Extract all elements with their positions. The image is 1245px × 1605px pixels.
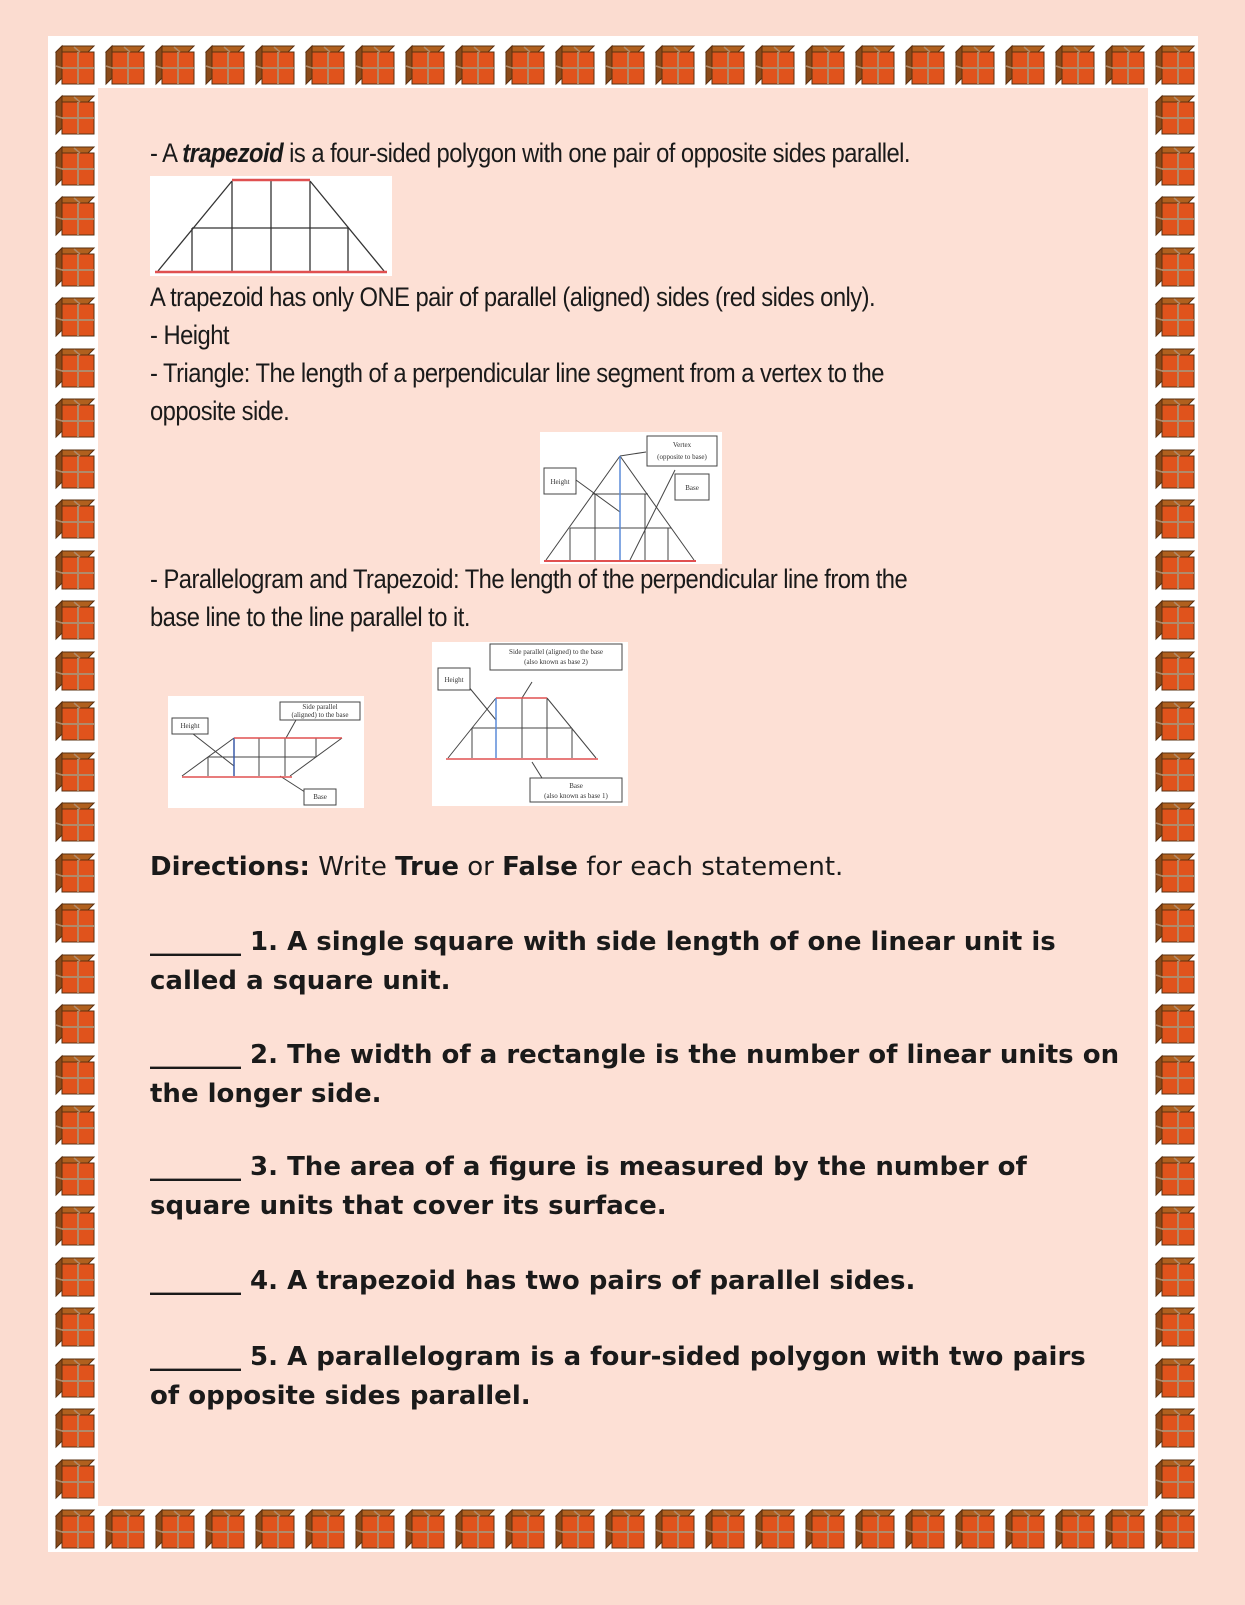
label-side-parallel-sub: (aligned) to the base — [291, 711, 349, 719]
cube-icon — [254, 1508, 296, 1550]
cube-icon — [54, 498, 96, 540]
answer-blank[interactable]: _______ — [150, 1266, 241, 1296]
cube-icon — [54, 1205, 96, 1247]
label-side-parallel: Side parallel — [302, 703, 338, 711]
label-base: Base — [313, 793, 327, 801]
trapezoid-definition — [150, 138, 910, 169]
directions-label: Directions: — [150, 852, 310, 882]
question-text: 5. A parallelogram is a four-sided polygon with two pairs of opposite sides parallel. — [150, 1342, 1086, 1411]
cube-icon — [1154, 1407, 1196, 1449]
answer-blank[interactable]: _______ — [150, 927, 241, 957]
cube-icon — [54, 599, 96, 641]
cube-icon — [654, 44, 696, 86]
cube-icon — [54, 448, 96, 490]
cube-icon — [204, 44, 246, 86]
cube-icon — [1154, 1357, 1196, 1399]
cube-icon — [904, 1508, 946, 1550]
label-base-sub: (also known as base 1) — [544, 792, 608, 800]
text-true: True — [395, 852, 459, 882]
cube-icon — [104, 44, 146, 86]
cube-icon — [54, 1256, 96, 1298]
cube-icon — [54, 852, 96, 894]
cube-icon — [1154, 1003, 1196, 1045]
cube-icon — [804, 44, 846, 86]
text: for each statement. — [577, 852, 844, 882]
cube-icon — [504, 1508, 546, 1550]
cube-icon — [154, 1508, 196, 1550]
cube-icon — [1054, 44, 1096, 86]
cube-icon — [404, 1508, 446, 1550]
label-base: Base — [685, 484, 699, 492]
cube-icon — [304, 44, 346, 86]
cube-icon — [54, 801, 96, 843]
triangle-height-text: - Triangle: The length of a perpendicular line segment from a vertex to the — [150, 358, 884, 388]
cube-icon — [604, 44, 646, 86]
question-4 — [150, 1262, 1120, 1301]
cube-icon — [754, 44, 796, 86]
question-text: 4. A trapezoid has two pairs of parallel sides. — [241, 1266, 916, 1296]
question-text: 2. The width of a rectangle is the number of linear units on the longer side. — [150, 1040, 1120, 1109]
cube-icon — [954, 1508, 996, 1550]
cube-icon — [354, 44, 396, 86]
cube-icon — [1154, 953, 1196, 995]
cube-icon — [154, 44, 196, 86]
cube-icon — [54, 650, 96, 692]
cube-icon — [1154, 549, 1196, 591]
cube-icon — [54, 1003, 96, 1045]
cube-icon — [1154, 801, 1196, 843]
cube-icon — [204, 1508, 246, 1550]
cube-icon — [354, 1508, 396, 1550]
question-1 — [150, 923, 1120, 1001]
cube-icon — [1154, 498, 1196, 540]
cube-icon — [804, 1508, 846, 1550]
directions — [150, 848, 1120, 887]
cube-icon — [304, 1508, 346, 1550]
cube-icon — [1154, 195, 1196, 237]
answer-blank[interactable]: _______ — [150, 1342, 241, 1372]
cube-icon — [1154, 296, 1196, 338]
cube-icon — [1154, 94, 1196, 136]
cube-icon — [1154, 1104, 1196, 1146]
cube-icon — [654, 1508, 696, 1550]
cube-icon — [1154, 1256, 1196, 1298]
label-side-parallel-sub: (also known as base 2) — [524, 658, 588, 666]
text: Write — [309, 852, 396, 882]
cube-icon — [1154, 1205, 1196, 1247]
cube-icon — [704, 44, 746, 86]
cube-icon — [1154, 246, 1196, 288]
text: or — [459, 852, 503, 882]
cube-icon — [1104, 44, 1146, 86]
cube-icon — [54, 549, 96, 591]
cube-icon — [504, 44, 546, 86]
cube-icon — [104, 1508, 146, 1550]
cube-icon — [1154, 902, 1196, 944]
question-text: 3. The area of a figure is measured by the number of square units that cover its surface. — [150, 1152, 1027, 1221]
cube-icon — [1154, 599, 1196, 641]
cube-icon — [754, 1508, 796, 1550]
cube-icon — [954, 44, 996, 86]
label-base: Base — [569, 782, 583, 790]
trapezoid-diagram — [150, 176, 392, 276]
cube-icon — [854, 1508, 896, 1550]
cube-icon — [1004, 44, 1046, 86]
cube-icon — [54, 1306, 96, 1348]
cube-icon — [1154, 1306, 1196, 1348]
height-heading: - Height — [150, 320, 229, 350]
cube-icon — [54, 700, 96, 742]
cube-icon — [54, 1508, 96, 1550]
text-false: False — [502, 852, 578, 882]
cube-icon — [854, 44, 896, 86]
cube-icon — [54, 296, 96, 338]
question-3 — [150, 1148, 1120, 1226]
question-5 — [150, 1338, 1120, 1416]
cube-icon — [404, 44, 446, 86]
cube-icon — [1154, 448, 1196, 490]
question-2 — [150, 1036, 1120, 1114]
cube-icon — [54, 1357, 96, 1399]
text: is a four-sided polygon with one pair of opposite sides parallel. — [283, 138, 910, 168]
cube-icon — [54, 902, 96, 944]
cube-icon — [54, 1054, 96, 1096]
cube-icon — [54, 44, 96, 86]
parallelogram-diagram — [168, 696, 364, 808]
label-side-parallel: Side parallel (aligned) to the base — [509, 648, 603, 656]
answer-blank[interactable]: _______ — [150, 1152, 241, 1182]
parallelogram-height-text-2: base line to the line parallel to it. — [150, 602, 470, 632]
cube-icon — [1154, 700, 1196, 742]
cube-icon — [54, 94, 96, 136]
cube-icon — [1154, 397, 1196, 439]
cube-icon — [1154, 44, 1196, 86]
cube-icon — [1154, 1458, 1196, 1500]
cube-icon — [1154, 347, 1196, 389]
cube-icon — [1154, 751, 1196, 793]
cube-icon — [54, 397, 96, 439]
cube-icon — [254, 44, 296, 86]
text: - A — [150, 138, 183, 168]
cube-icon — [54, 246, 96, 288]
label-height: Height — [550, 478, 570, 486]
cube-icon — [54, 145, 96, 187]
triangle-height-text-2: opposite side. — [150, 396, 290, 426]
cube-icon — [54, 1407, 96, 1449]
cube-icon — [54, 195, 96, 237]
cube-icon — [54, 1458, 96, 1500]
cube-icon — [1154, 1155, 1196, 1197]
cube-icon — [554, 1508, 596, 1550]
cube-icon — [1004, 1508, 1046, 1550]
cube-icon — [604, 1508, 646, 1550]
cube-icon — [904, 44, 946, 86]
cube-icon — [1104, 1508, 1146, 1550]
label-height: Height — [180, 722, 200, 730]
trapezoid-height-diagram — [432, 642, 628, 806]
cube-icon — [554, 44, 596, 86]
cube-icon — [704, 1508, 746, 1550]
cube-icon — [54, 1104, 96, 1146]
term-trapezoid: trapezoid — [182, 138, 284, 168]
cube-icon — [1154, 1508, 1196, 1550]
answer-blank[interactable]: _______ — [150, 1040, 241, 1070]
triangle-diagram — [540, 432, 722, 564]
cube-icon — [54, 1155, 96, 1197]
label-height: Height — [444, 676, 464, 684]
cube-icon — [454, 44, 496, 86]
cube-icon — [1154, 852, 1196, 894]
question-text: 1. A single square with side length of one linear unit is called a square unit. — [150, 927, 1056, 996]
parallelogram-height-text: - Parallelogram and Trapezoid: The length of the perpendicular line from the — [150, 564, 908, 594]
cube-icon — [54, 751, 96, 793]
cube-icon — [1054, 1508, 1096, 1550]
label-vertex-sub: (opposite to base) — [657, 453, 707, 461]
trapezoid-note: A trapezoid has only ONE pair of parallel (aligned) sides (red sides only). — [150, 282, 876, 312]
cube-icon — [454, 1508, 496, 1550]
cube-icon — [54, 347, 96, 389]
cube-icon — [1154, 145, 1196, 187]
cube-icon — [1154, 650, 1196, 692]
cube-icon — [54, 953, 96, 995]
cube-icon — [1154, 1054, 1196, 1096]
label-vertex: Vertex — [672, 441, 692, 449]
